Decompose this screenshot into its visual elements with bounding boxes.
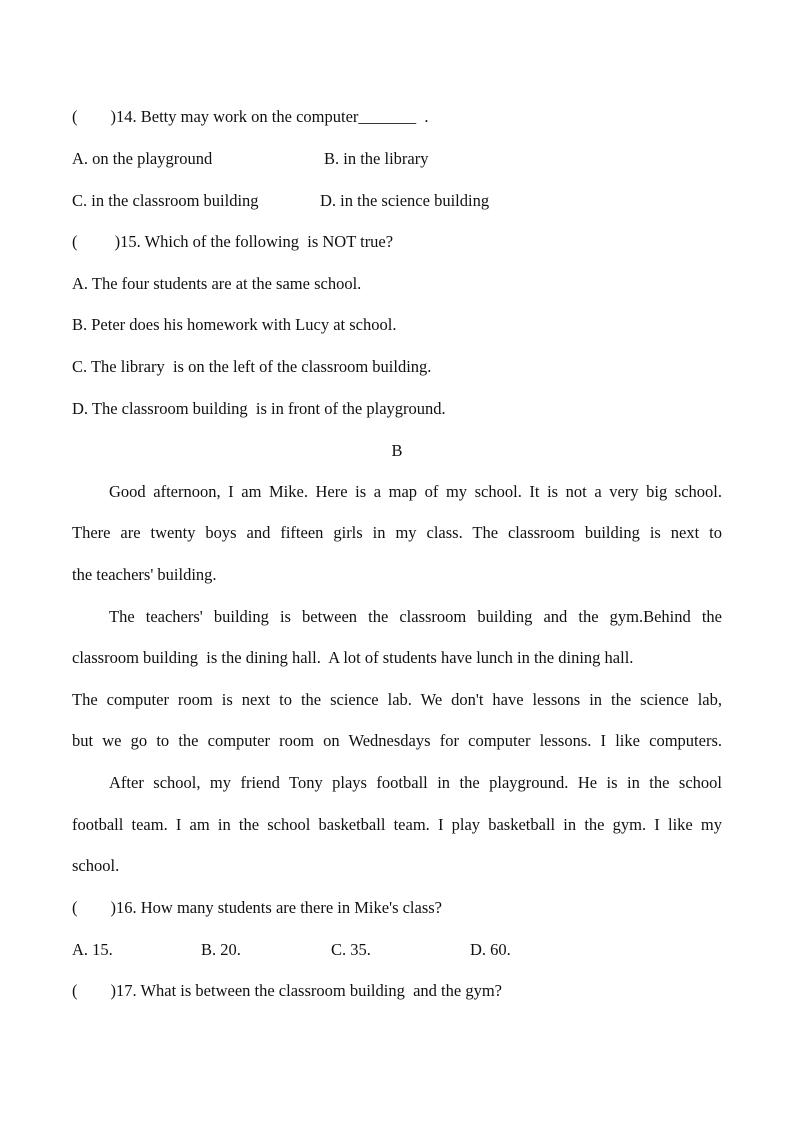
question-15-option-a: A. The four students are at the same school. (72, 274, 362, 293)
question-14-option-a: A. on the playground (72, 149, 213, 168)
question-17-stem: ( )17. What is between the classroom building and the gym? (72, 981, 502, 1000)
passage-line: the teachers' building. (72, 565, 217, 584)
question-14-option-b: B. in the library (324, 149, 429, 168)
question-16-stem: ( )16. How many students are there in Mike's class? (72, 898, 443, 917)
passage-line: but we go to the computer room on Wednesdays for computer lessons. I like computers. (72, 731, 722, 750)
question-14-option-d: D. in the science building (320, 191, 490, 210)
passage-line: The computer room is next to the science lab. We don't have lessons in the science lab, (72, 690, 722, 709)
passage-line: The teachers' building is between the classroom building and the gym.Behind the (109, 607, 722, 626)
question-16-option-a: A. 15. (72, 940, 113, 959)
section-b-heading: B (391, 441, 403, 460)
passage-line: football team. I am in the school basketball team. I play basketball in the gym. I like my (72, 815, 722, 834)
question-15-stem: ( )15. Which of the following is NOT true? (72, 232, 394, 251)
passage-line: classroom building is the dining hall. A lot of students have lunch in the dining hall. (72, 648, 634, 667)
question-15-option-d: D. The classroom building is in front of the playground. (72, 399, 446, 418)
question-16-option-c: C. 35. (331, 940, 371, 959)
question-16-option-b: B. 20. (201, 940, 241, 959)
passage-line: Good afternoon, I am Mike. Here is a map of my school. It is not a very big school. (109, 482, 722, 501)
question-15-option-c: C. The library is on the left of the classroom building. (72, 357, 432, 376)
question-16-option-d: D. 60. (470, 940, 511, 959)
question-15-option-b: B. Peter does his homework with Lucy at school. (72, 315, 397, 334)
passage-line: After school, my friend Tony plays football in the playground. He is in the school (109, 773, 722, 792)
passage-line: There are twenty boys and fifteen girls in my class. The classroom building is next to (72, 523, 722, 542)
question-14-stem: ( )14. Betty may work on the computer_______ . (72, 107, 429, 126)
passage-line: school. (72, 856, 120, 875)
question-14-option-c: C. in the classroom building (72, 191, 259, 210)
